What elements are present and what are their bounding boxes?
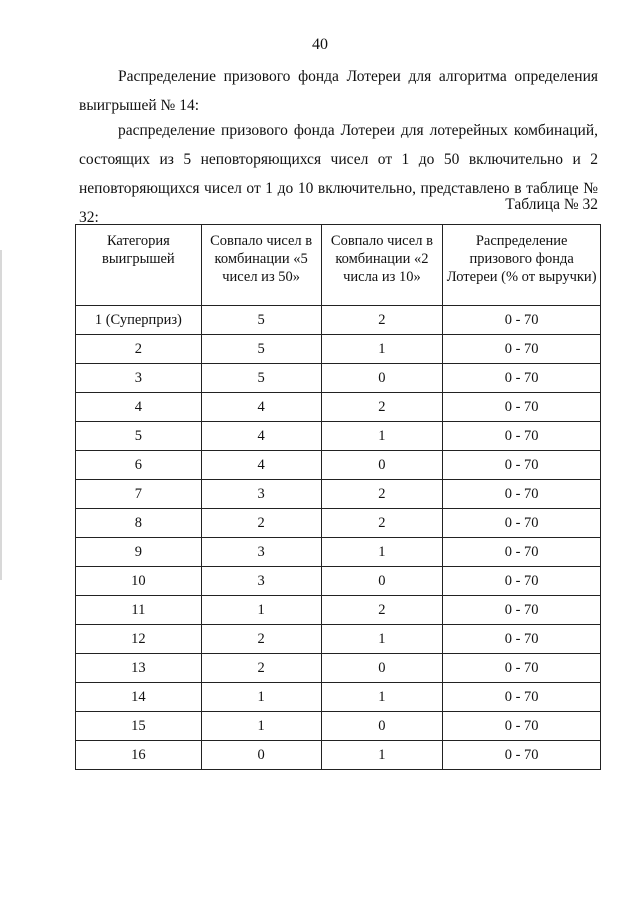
cell-category: 9: [76, 538, 202, 567]
cell-match-5of50: 5: [201, 364, 321, 393]
cell-match-5of50: 4: [201, 393, 321, 422]
paragraph-heading: Распределение призового фонда Лотереи для алгоритма определения выигрышей № 14:: [79, 68, 598, 114]
cell-category: 16: [76, 741, 202, 770]
cell-match-5of50: 1: [201, 712, 321, 741]
cell-distribution: 0 - 70: [443, 509, 601, 538]
cell-category: 1 (Суперприз): [76, 306, 202, 335]
cell-distribution: 0 - 70: [443, 393, 601, 422]
cell-match-2of10: 2: [321, 393, 443, 422]
cell-category: 15: [76, 712, 202, 741]
cell-match-2of10: 1: [321, 625, 443, 654]
table-caption: Таблица № 32: [505, 196, 598, 213]
cell-match-5of50: 3: [201, 480, 321, 509]
cell-match-2of10: 1: [321, 335, 443, 364]
cell-distribution: 0 - 70: [443, 712, 601, 741]
cell-distribution: 0 - 70: [443, 422, 601, 451]
cell-match-5of50: 1: [201, 596, 321, 625]
cell-match-2of10: 0: [321, 654, 443, 683]
cell-match-5of50: 0: [201, 741, 321, 770]
table-row: [76, 364, 601, 393]
table-row: [76, 654, 601, 683]
cell-match-2of10: 0: [321, 364, 443, 393]
header-distribution: Распределение призового фонда Лотереи (% от выручки): [443, 225, 601, 306]
cell-distribution: 0 - 70: [443, 596, 601, 625]
cell-distribution: 0 - 70: [443, 480, 601, 509]
cell-match-2of10: 2: [321, 509, 443, 538]
cell-category: 8: [76, 509, 202, 538]
cell-category: 6: [76, 451, 202, 480]
cell-distribution: 0 - 70: [443, 741, 601, 770]
table-row: [76, 712, 601, 741]
table-row: [76, 741, 601, 770]
cell-category: 3: [76, 364, 202, 393]
cell-match-2of10: 2: [321, 480, 443, 509]
cell-distribution: 0 - 70: [443, 654, 601, 683]
cell-category: 10: [76, 567, 202, 596]
prize-distribution-table: [75, 224, 601, 770]
cell-match-2of10: 0: [321, 451, 443, 480]
table-row: [76, 480, 601, 509]
cell-match-2of10: 1: [321, 538, 443, 567]
paragraph-description: распределение призового фонда Лотереи для лотерейных комбинаций, состоящих из 5 неповторяющихся чисел от 1 до 50 включительно и 2 неповторяющихся чисел от 1 до 10 включительно, представлено в таблице № 32:: [79, 122, 598, 226]
scan-edge-line: [0, 250, 2, 580]
cell-match-5of50: 5: [201, 335, 321, 364]
header-match-2of10: Совпало чисел в комбинации «2 числа из 10»: [321, 225, 443, 306]
cell-category: 11: [76, 596, 202, 625]
table-row: [76, 451, 601, 480]
cell-category: 4: [76, 393, 202, 422]
cell-match-5of50: 3: [201, 538, 321, 567]
cell-distribution: 0 - 70: [443, 364, 601, 393]
cell-distribution: 0 - 70: [443, 625, 601, 654]
cell-match-2of10: 2: [321, 306, 443, 335]
table-row: [76, 625, 601, 654]
table-header-row: [76, 225, 601, 306]
table-row: [76, 335, 601, 364]
cell-distribution: 0 - 70: [443, 306, 601, 335]
table-row: [76, 306, 601, 335]
cell-distribution: 0 - 70: [443, 335, 601, 364]
cell-category: 2: [76, 335, 202, 364]
table-row: [76, 683, 601, 712]
table-row: [76, 596, 601, 625]
cell-category: 7: [76, 480, 202, 509]
cell-match-5of50: 4: [201, 451, 321, 480]
table-row: [76, 393, 601, 422]
table-row: [76, 538, 601, 567]
table-row: [76, 422, 601, 451]
cell-category: 5: [76, 422, 202, 451]
cell-category: 14: [76, 683, 202, 712]
cell-match-2of10: 1: [321, 683, 443, 712]
cell-match-2of10: 0: [321, 712, 443, 741]
table-row: [76, 509, 601, 538]
header-category: Категория выигрышей: [76, 225, 202, 306]
cell-match-5of50: 2: [201, 654, 321, 683]
cell-match-5of50: 2: [201, 509, 321, 538]
cell-category: 13: [76, 654, 202, 683]
cell-category: 12: [76, 625, 202, 654]
cell-match-5of50: 5: [201, 306, 321, 335]
cell-match-2of10: 0: [321, 567, 443, 596]
cell-match-2of10: 2: [321, 596, 443, 625]
page-number: 40: [312, 36, 328, 53]
cell-distribution: 0 - 70: [443, 451, 601, 480]
cell-distribution: 0 - 70: [443, 538, 601, 567]
cell-distribution: 0 - 70: [443, 567, 601, 596]
cell-match-5of50: 3: [201, 567, 321, 596]
cell-match-2of10: 1: [321, 741, 443, 770]
cell-distribution: 0 - 70: [443, 683, 601, 712]
table-row: [76, 567, 601, 596]
cell-match-5of50: 4: [201, 422, 321, 451]
header-match-5of50: Совпало чисел в комбинации «5 чисел из 50»: [201, 225, 321, 306]
cell-match-5of50: 2: [201, 625, 321, 654]
cell-match-2of10: 1: [321, 422, 443, 451]
cell-match-5of50: 1: [201, 683, 321, 712]
